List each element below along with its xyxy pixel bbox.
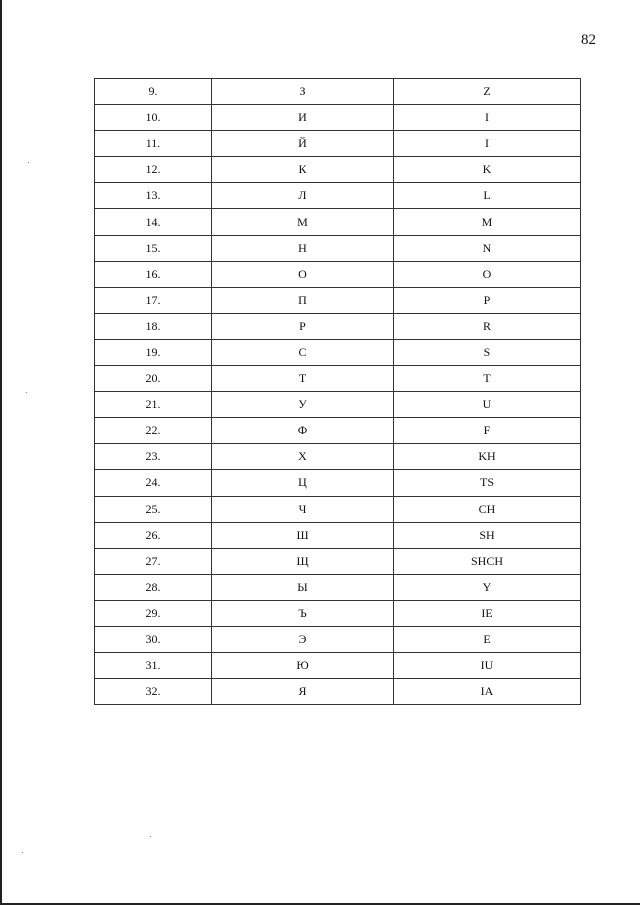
latin-transliteration-cell: IU: [394, 653, 581, 679]
cyrillic-letter-cell: Х: [212, 444, 394, 470]
cyrillic-letter-cell: М: [212, 209, 394, 235]
table-row: [95, 653, 581, 679]
latin-transliteration-cell: I: [394, 131, 581, 157]
table-row: [95, 418, 581, 444]
row-number-cell: 19.: [95, 339, 212, 365]
row-number-cell: 21.: [95, 392, 212, 418]
cyrillic-letter-cell: Й: [212, 131, 394, 157]
cyrillic-letter-cell: Ш: [212, 522, 394, 548]
table-row: [95, 183, 581, 209]
table-row: [95, 131, 581, 157]
cyrillic-letter-cell: Я: [212, 679, 394, 705]
latin-transliteration-cell: TS: [394, 470, 581, 496]
table-row: [95, 522, 581, 548]
transliteration-table: [94, 78, 581, 705]
cyrillic-letter-cell: Л: [212, 183, 394, 209]
cyrillic-letter-cell: Т: [212, 366, 394, 392]
latin-transliteration-cell: T: [394, 366, 581, 392]
latin-transliteration-cell: O: [394, 261, 581, 287]
row-number-cell: 16.: [95, 261, 212, 287]
row-number-cell: 25.: [95, 496, 212, 522]
row-number-cell: 9.: [95, 79, 212, 105]
table-row: [95, 470, 581, 496]
latin-transliteration-cell: R: [394, 313, 581, 339]
cyrillic-letter-cell: К: [212, 157, 394, 183]
latin-transliteration-cell: L: [394, 183, 581, 209]
cyrillic-letter-cell: С: [212, 339, 394, 365]
latin-transliteration-cell: F: [394, 418, 581, 444]
latin-transliteration-cell: U: [394, 392, 581, 418]
cyrillic-letter-cell: П: [212, 287, 394, 313]
row-number-cell: 27.: [95, 548, 212, 574]
table-row: [95, 157, 581, 183]
cyrillic-letter-cell: Э: [212, 626, 394, 652]
cyrillic-letter-cell: О: [212, 261, 394, 287]
table-body: [95, 79, 581, 705]
row-number-cell: 28.: [95, 574, 212, 600]
cyrillic-letter-cell: У: [212, 392, 394, 418]
cyrillic-letter-cell: Щ: [212, 548, 394, 574]
latin-transliteration-cell: SH: [394, 522, 581, 548]
cyrillic-letter-cell: Ы: [212, 574, 394, 600]
table-row: [95, 79, 581, 105]
latin-transliteration-cell: SHCH: [394, 548, 581, 574]
scan-speck: [26, 392, 27, 393]
table-row: [95, 679, 581, 705]
table-row: [95, 574, 581, 600]
cyrillic-letter-cell: Ч: [212, 496, 394, 522]
row-number-cell: 31.: [95, 653, 212, 679]
cyrillic-letter-cell: Ц: [212, 470, 394, 496]
cyrillic-letter-cell: Н: [212, 235, 394, 261]
latin-transliteration-cell: N: [394, 235, 581, 261]
row-number-cell: 20.: [95, 366, 212, 392]
cyrillic-letter-cell: Ю: [212, 653, 394, 679]
table-row: [95, 261, 581, 287]
table-row: [95, 600, 581, 626]
table-row: [95, 392, 581, 418]
table-row: [95, 339, 581, 365]
latin-transliteration-cell: IA: [394, 679, 581, 705]
row-number-cell: 24.: [95, 470, 212, 496]
table-row: [95, 105, 581, 131]
row-number-cell: 10.: [95, 105, 212, 131]
latin-transliteration-cell: S: [394, 339, 581, 365]
page-number: 82: [581, 32, 596, 48]
latin-transliteration-cell: CH: [394, 496, 581, 522]
table-row: [95, 548, 581, 574]
row-number-cell: 12.: [95, 157, 212, 183]
row-number-cell: 22.: [95, 418, 212, 444]
row-number-cell: 29.: [95, 600, 212, 626]
table-row: [95, 626, 581, 652]
latin-transliteration-cell: I: [394, 105, 581, 131]
latin-transliteration-cell: Y: [394, 574, 581, 600]
table-row: [95, 235, 581, 261]
table-row: [95, 366, 581, 392]
table-row: [95, 209, 581, 235]
latin-transliteration-cell: KH: [394, 444, 581, 470]
row-number-cell: 30.: [95, 626, 212, 652]
row-number-cell: 32.: [95, 679, 212, 705]
row-number-cell: 14.: [95, 209, 212, 235]
row-number-cell: 23.: [95, 444, 212, 470]
latin-transliteration-cell: E: [394, 626, 581, 652]
table-row: [95, 444, 581, 470]
row-number-cell: 18.: [95, 313, 212, 339]
cyrillic-letter-cell: Ъ: [212, 600, 394, 626]
table-row: [95, 496, 581, 522]
row-number-cell: 26.: [95, 522, 212, 548]
latin-transliteration-cell: K: [394, 157, 581, 183]
cyrillic-letter-cell: З: [212, 79, 394, 105]
latin-transliteration-cell: M: [394, 209, 581, 235]
cyrillic-letter-cell: И: [212, 105, 394, 131]
latin-transliteration-cell: IE: [394, 600, 581, 626]
table-row: [95, 287, 581, 313]
cyrillic-letter-cell: Р: [212, 313, 394, 339]
row-number-cell: 17.: [95, 287, 212, 313]
row-number-cell: 13.: [95, 183, 212, 209]
latin-transliteration-cell: Z: [394, 79, 581, 105]
latin-transliteration-cell: P: [394, 287, 581, 313]
scan-speck: [22, 852, 23, 853]
scan-speck: [28, 162, 29, 163]
table-row: [95, 313, 581, 339]
cyrillic-letter-cell: Ф: [212, 418, 394, 444]
row-number-cell: 11.: [95, 131, 212, 157]
row-number-cell: 15.: [95, 235, 212, 261]
scan-speck: [150, 836, 151, 837]
